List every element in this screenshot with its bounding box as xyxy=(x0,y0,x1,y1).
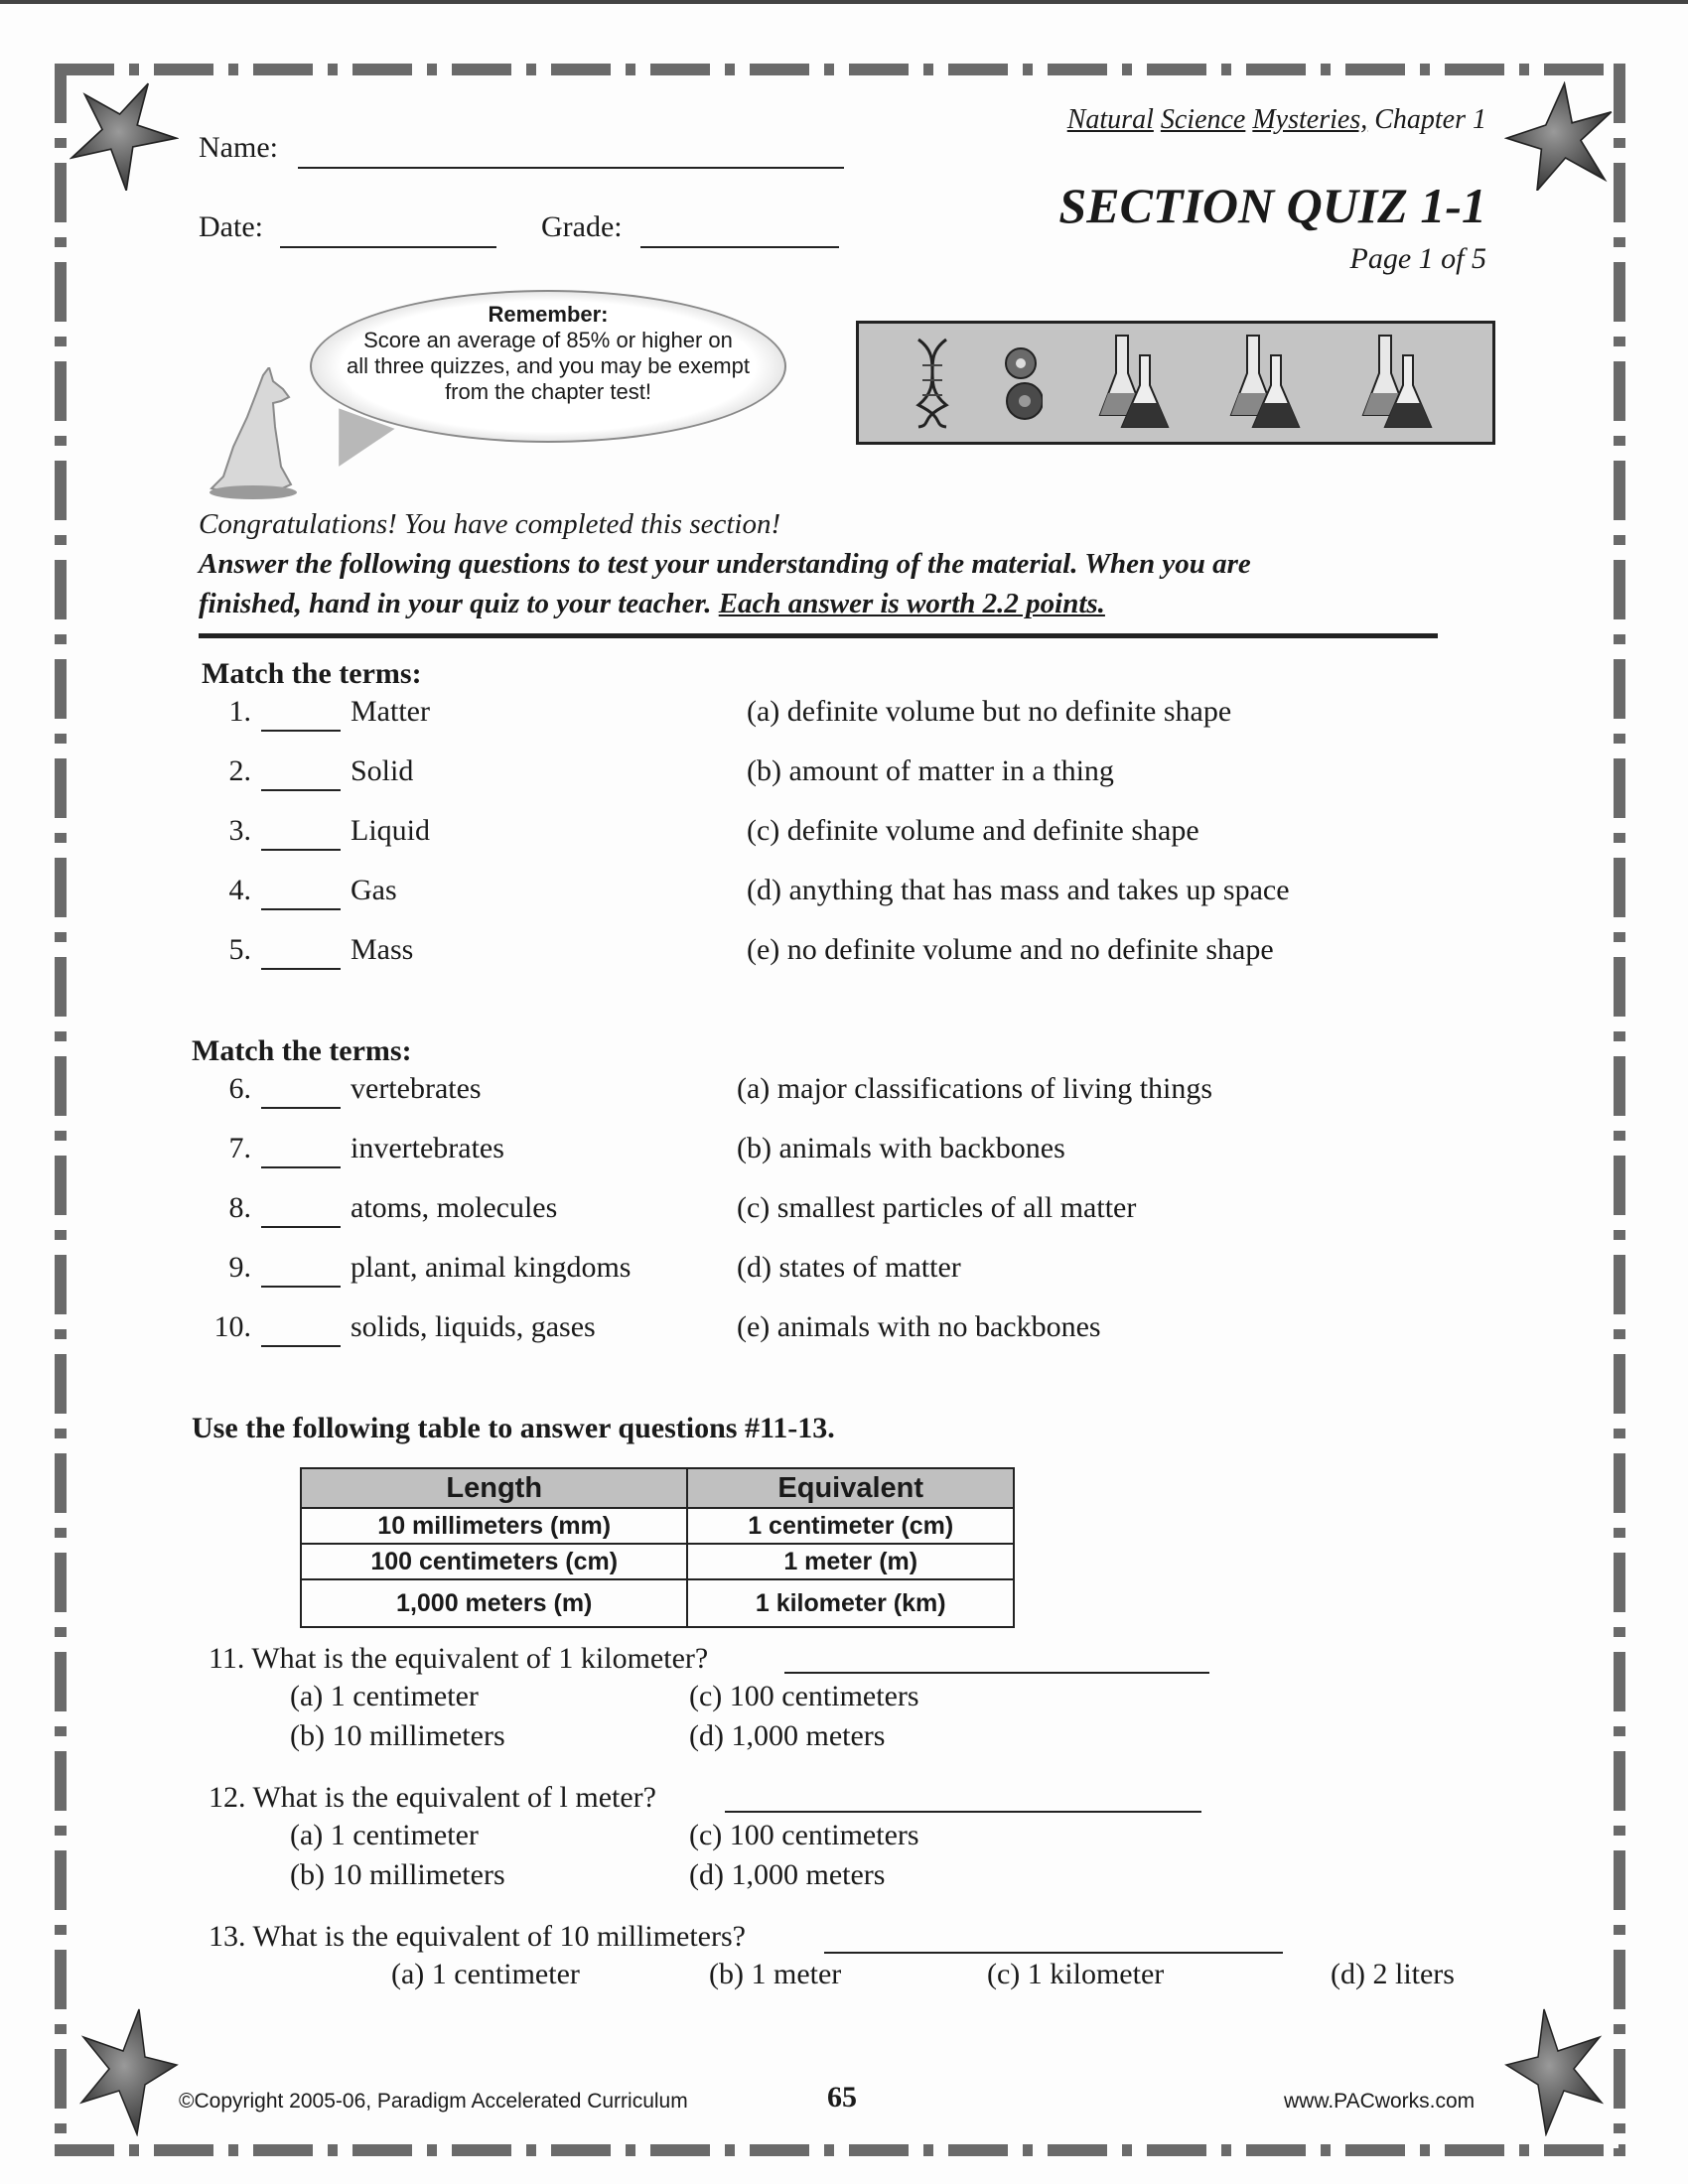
answer-blank[interactable] xyxy=(261,849,341,851)
term: Mass xyxy=(351,933,414,966)
date-label: Date: xyxy=(199,210,263,243)
item-number: 9. xyxy=(228,1251,251,1284)
divider xyxy=(199,633,1438,638)
website-link: www.PACworks.com xyxy=(1284,2090,1476,2113)
item-number: 10. xyxy=(213,1310,251,1343)
instructions-line-2 xyxy=(199,588,1105,620)
book-title-word: Mysteries, xyxy=(1252,104,1368,135)
flasks-icon xyxy=(1225,334,1305,433)
definition: (b) animals with backbones xyxy=(737,1132,1065,1164)
answer-blank[interactable] xyxy=(261,730,341,732)
instructions-line-1: Answer the following questions to test your understanding of the material. When you are xyxy=(199,548,1251,580)
answer-blank[interactable] xyxy=(261,1226,341,1228)
option: (d) 1,000 meters xyxy=(689,1719,886,1752)
column-header: Length xyxy=(301,1468,687,1508)
question-13: 13. What is the equivalent of 10 millimeters? xyxy=(209,1920,746,1953)
answer-blank[interactable] xyxy=(261,968,341,970)
table-cell: 1,000 meters (m) xyxy=(301,1579,687,1627)
table-header-row xyxy=(301,1468,1014,1508)
definition: (d) states of matter xyxy=(737,1251,961,1284)
option: (c) 1 kilometer xyxy=(987,1958,1165,1990)
term: atoms, molecules xyxy=(351,1191,558,1224)
item-number: 1. xyxy=(228,695,251,728)
term: Matter xyxy=(351,695,430,728)
answer-blank[interactable] xyxy=(261,1286,341,1288)
definition: (a) definite volume but no definite shape xyxy=(747,695,1232,728)
bubble-line: from the chapter test! xyxy=(445,379,651,404)
date-field[interactable] xyxy=(280,246,496,248)
table-row xyxy=(301,1579,1014,1627)
name-label: Name: xyxy=(199,131,278,164)
page-number: 65 xyxy=(827,2081,857,2114)
table-heading: Use the following table to answer questions #11-13. xyxy=(192,1412,835,1444)
definition: (a) major classifications of living things xyxy=(737,1072,1213,1105)
book-title-word: Science xyxy=(1160,104,1246,135)
definition: (d) anything that has mass and takes up space xyxy=(747,874,1290,906)
term: plant, animal kingdoms xyxy=(351,1251,632,1284)
border-right xyxy=(1614,64,1625,2156)
item-number: 6. xyxy=(228,1072,251,1105)
definition: (c) smallest particles of all matter xyxy=(737,1191,1137,1224)
item-number: 8. xyxy=(228,1191,251,1224)
table-row xyxy=(301,1544,1014,1579)
border-left xyxy=(55,64,67,2156)
gears-icon xyxy=(1003,336,1043,430)
star-icon xyxy=(1504,2007,1604,2136)
table-cell: 10 millimeters (mm) xyxy=(301,1508,687,1544)
star-icon xyxy=(1504,81,1614,191)
book-title-word: Natural xyxy=(1066,104,1154,135)
term: Solid xyxy=(351,754,414,787)
border-bottom xyxy=(55,2144,1625,2156)
table-cell: 1 kilometer (km) xyxy=(687,1579,1014,1627)
border-top xyxy=(55,64,1625,75)
grade-field[interactable] xyxy=(640,246,839,248)
term: Gas xyxy=(351,874,397,906)
star-icon xyxy=(79,2007,179,2136)
item-number: 3. xyxy=(228,814,251,847)
option: (b) 1 meter xyxy=(709,1958,842,1990)
answer-blank[interactable] xyxy=(261,908,341,910)
answer-blank[interactable] xyxy=(261,1166,341,1168)
book-title xyxy=(1067,104,1486,136)
definition: (e) no definite volume and no definite shape xyxy=(747,933,1274,966)
term: solids, liquids, gases xyxy=(351,1310,596,1343)
match-heading-2: Match the terms: xyxy=(192,1034,412,1067)
flasks-icon xyxy=(1357,334,1437,433)
science-banner xyxy=(856,321,1495,445)
grade-label: Grade: xyxy=(541,210,623,243)
answer-blank[interactable] xyxy=(261,789,341,791)
page-indicator: Page 1 of 5 xyxy=(1349,242,1486,275)
option: (b) 10 millimeters xyxy=(290,1719,505,1752)
bubble-title: Remember: xyxy=(488,302,609,327)
chapter-label: Chapter 1 xyxy=(1374,104,1486,135)
answer-blank[interactable] xyxy=(725,1811,1201,1813)
term: Liquid xyxy=(351,814,430,847)
name-field[interactable] xyxy=(298,167,844,169)
option: (d) 2 liters xyxy=(1331,1958,1455,1990)
table-cell: 1 centimeter (cm) xyxy=(687,1508,1014,1544)
question-12: 12. What is the equivalent of l meter? xyxy=(209,1781,656,1814)
quiz-title: SECTION QUIZ 1-1 xyxy=(1058,178,1486,233)
points-note: Each answer is worth 2.2 points. xyxy=(718,588,1105,619)
definition: (c) definite volume and definite shape xyxy=(747,814,1199,847)
column-header: Equivalent xyxy=(687,1468,1014,1508)
question-11: 11. What is the equivalent of 1 kilometer? xyxy=(209,1642,709,1675)
copyright-text: ©Copyright 2005-06, Paradigm Accelerated Curriculum xyxy=(179,2090,688,2113)
answer-blank[interactable] xyxy=(824,1952,1283,1954)
option: (c) 100 centimeters xyxy=(689,1819,919,1851)
table-cell: 100 centimeters (cm) xyxy=(301,1544,687,1579)
answer-blank[interactable] xyxy=(261,1107,341,1109)
wolf-mascot-icon xyxy=(204,367,303,501)
table-row xyxy=(301,1508,1014,1544)
star-icon xyxy=(70,81,179,191)
term: invertebrates xyxy=(351,1132,504,1164)
bubble-line: all three quizzes, and you may be exempt xyxy=(346,353,750,378)
definition: (b) amount of matter in a thing xyxy=(747,754,1114,787)
instructions-text: finished, hand in your quiz to your teacher. xyxy=(199,588,719,619)
definition: (e) animals with no backbones xyxy=(737,1310,1101,1343)
answer-blank[interactable] xyxy=(784,1672,1209,1674)
scan-edge xyxy=(0,0,1688,4)
conversion-table xyxy=(300,1467,1015,1628)
term: vertebrates xyxy=(351,1072,482,1105)
item-number: 7. xyxy=(228,1132,251,1164)
speech-bubble xyxy=(310,290,786,443)
congrats-text: Congratulations! You have completed this section! xyxy=(199,508,781,540)
item-number: 2. xyxy=(228,754,251,787)
flasks-icon xyxy=(1094,334,1174,433)
option: (a) 1 centimeter xyxy=(290,1819,479,1851)
table-cell: 1 meter (m) xyxy=(687,1544,1014,1579)
match-heading-1: Match the terms: xyxy=(202,657,422,690)
option: (b) 10 millimeters xyxy=(290,1858,505,1891)
item-number: 5. xyxy=(228,933,251,966)
option: (a) 1 centimeter xyxy=(290,1680,479,1712)
option: (c) 100 centimeters xyxy=(689,1680,919,1712)
answer-blank[interactable] xyxy=(261,1345,341,1347)
option: (d) 1,000 meters xyxy=(689,1858,886,1891)
dna-icon xyxy=(914,336,950,430)
item-number: 4. xyxy=(228,874,251,906)
option: (a) 1 centimeter xyxy=(391,1958,580,1990)
bubble-line: Score an average of 85% or higher on xyxy=(363,328,733,352)
